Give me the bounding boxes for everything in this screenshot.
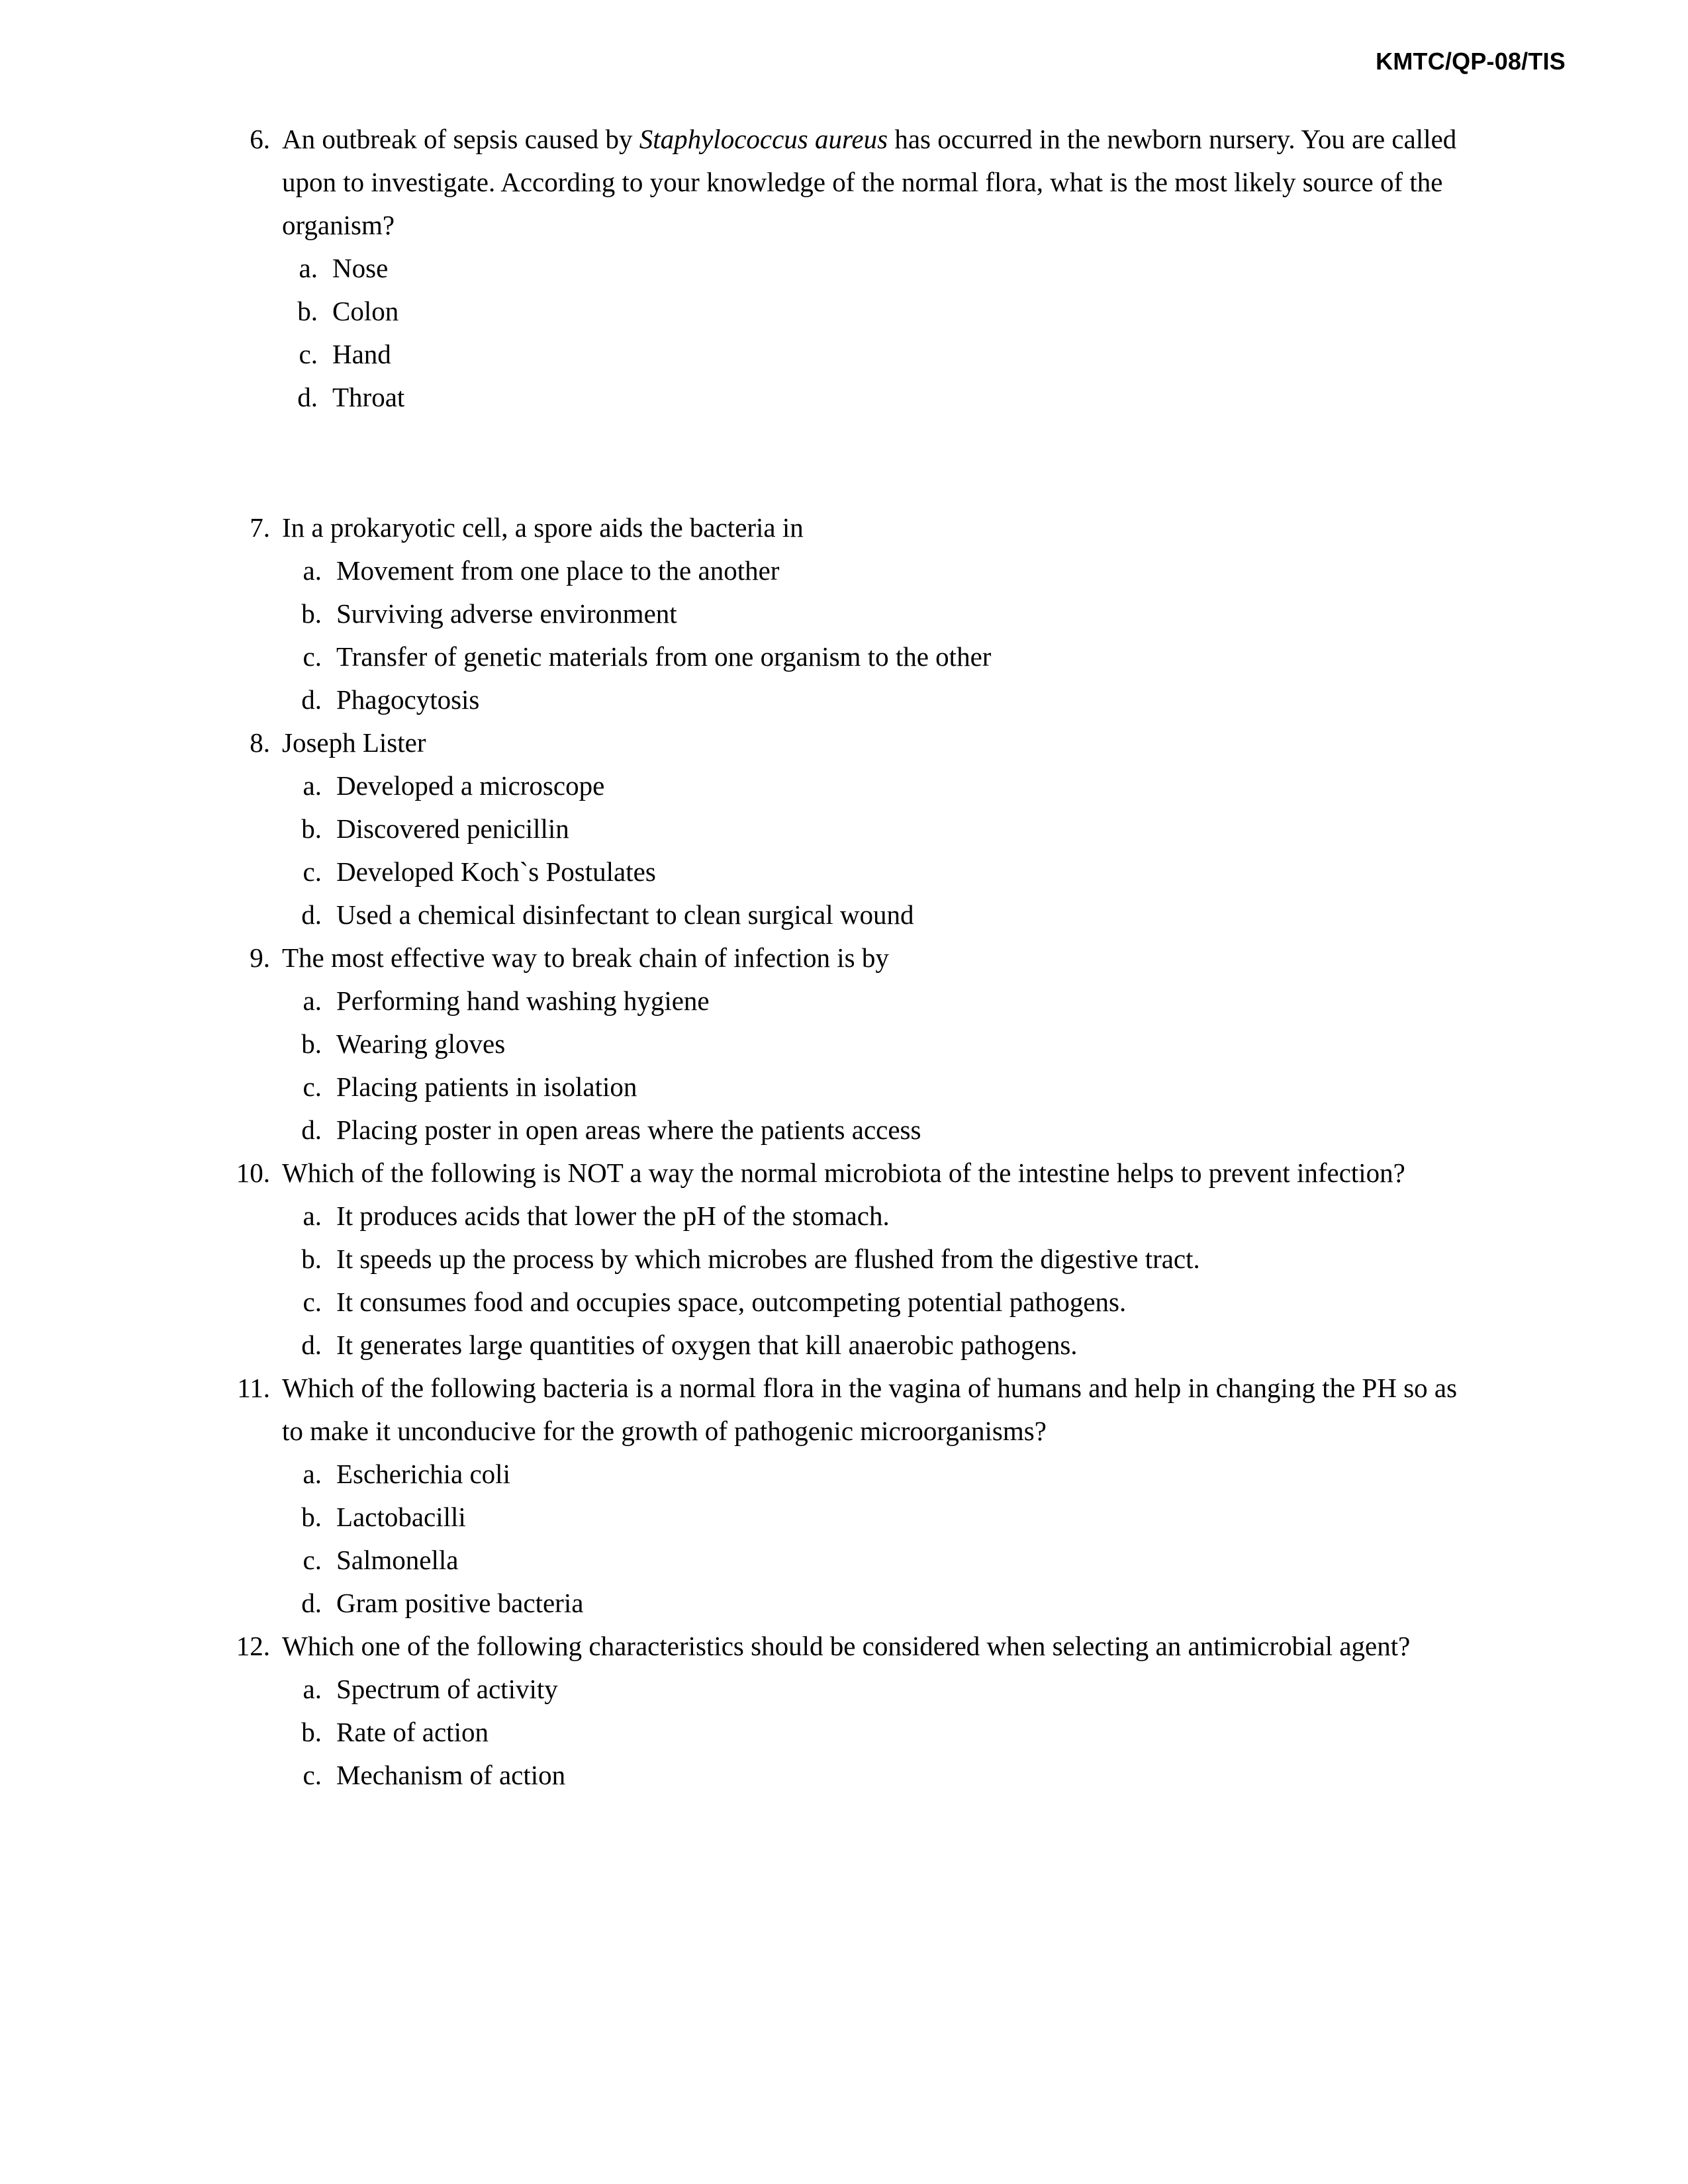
option-text: Gram positive bacteria — [336, 1588, 584, 1618]
option-text: It produces acids that lower the pH of the stomach. — [336, 1201, 890, 1231]
option-letter: b. — [301, 1028, 322, 1059]
option-list — [232, 1195, 1470, 1367]
option-item[interactable] — [232, 376, 1470, 419]
option-item[interactable] — [232, 678, 1470, 721]
option-item[interactable] — [232, 635, 1470, 678]
question-text: Which of the following is NOT a way the normal microbiota of the intestine helps to prevent infection? — [282, 1158, 1405, 1188]
option-text: Spectrum of activity — [336, 1674, 558, 1704]
option-text: Mechanism of action — [336, 1760, 566, 1790]
option-letter: a. — [303, 985, 322, 1016]
option-letter: c. — [303, 1071, 322, 1102]
option-text: Colon — [332, 296, 399, 326]
option-letter: d. — [301, 684, 322, 715]
option-letter: b. — [297, 296, 318, 326]
question-number: 12. — [236, 1631, 270, 1661]
option-text: Discovered penicillin — [336, 813, 569, 844]
option-item[interactable] — [232, 764, 1470, 807]
option-text: It speeds up the process by which microbes are flushed from the digestive tract. — [336, 1244, 1200, 1274]
option-letter: b. — [301, 813, 322, 844]
option-letter: b. — [301, 1717, 322, 1747]
option-item[interactable] — [232, 1195, 1470, 1238]
option-item[interactable] — [232, 1281, 1470, 1324]
option-item[interactable] — [232, 592, 1470, 635]
option-letter: a. — [303, 1459, 322, 1489]
question-text-italic: Staphylococcus aureus — [639, 124, 888, 154]
option-list — [232, 549, 1470, 721]
option-letter: a. — [303, 770, 322, 801]
option-item[interactable] — [232, 1324, 1470, 1367]
option-text: Developed a microscope — [336, 770, 605, 801]
option-text: Nose — [332, 253, 389, 283]
option-letter: a. — [299, 253, 318, 283]
option-text: Rate of action — [336, 1717, 489, 1747]
question-number: 10. — [236, 1158, 270, 1188]
option-item[interactable] — [232, 979, 1470, 1023]
option-text: Salmonella — [336, 1545, 459, 1575]
option-letter: c. — [303, 1287, 322, 1317]
option-text: It generates large quantities of oxygen that kill anaerobic pathogens. — [336, 1330, 1078, 1360]
option-text: Escherichia coli — [336, 1459, 510, 1489]
option-text: Wearing gloves — [336, 1028, 506, 1059]
option-letter: a. — [303, 1674, 322, 1704]
option-item[interactable] — [232, 549, 1470, 592]
option-item[interactable] — [232, 333, 1470, 376]
option-list — [232, 247, 1470, 419]
question-item — [232, 1367, 1470, 1453]
option-text: Movement from one place to the another — [336, 555, 780, 586]
option-text: Used a chemical disinfectant to clean surgical wound — [336, 899, 914, 930]
question-item — [232, 506, 1470, 549]
option-item[interactable] — [232, 290, 1470, 333]
option-letter: d. — [301, 899, 322, 930]
option-item[interactable] — [232, 807, 1470, 850]
question-text: Which of the following bacteria is a normal flora in the vagina of humans and help in changing the PH so as to make it unconducive for the growth of pathogenic microorganisms? — [282, 1373, 1458, 1446]
option-letter: d. — [301, 1588, 322, 1618]
question-item — [232, 1152, 1470, 1195]
option-item[interactable] — [232, 850, 1470, 893]
question-text: In a prokaryotic cell, a spore aids the bacteria in — [282, 512, 804, 543]
option-text: Throat — [332, 382, 405, 412]
option-letter: b. — [301, 598, 322, 629]
option-item[interactable] — [232, 1066, 1470, 1109]
question-item — [232, 118, 1470, 247]
option-item[interactable] — [232, 1711, 1470, 1754]
option-text: It consumes food and occupies space, outcompeting potential pathogens. — [336, 1287, 1127, 1317]
option-text: Hand — [332, 339, 391, 369]
question-number: 11. — [237, 1373, 270, 1403]
option-letter: d. — [301, 1330, 322, 1360]
option-letter: c. — [303, 1760, 322, 1790]
option-text: Transfer of genetic materials from one organism to the other — [336, 641, 992, 672]
option-letter: d. — [297, 382, 318, 412]
question-text: An outbreak of sepsis caused by Staphylococcus aureus has occurred in the newborn nursery. You are called upon to investigate. According to your knowledge of the normal flora, what is the most likely source of the organism? — [282, 124, 1457, 240]
option-item[interactable] — [232, 1496, 1470, 1539]
option-text: Placing patients in isolation — [336, 1071, 637, 1102]
section-spacer — [232, 419, 1470, 506]
option-list — [232, 979, 1470, 1152]
option-letter: b. — [301, 1244, 322, 1274]
option-item[interactable] — [232, 893, 1470, 936]
option-letter: a. — [303, 555, 322, 586]
option-text: Performing hand washing hygiene — [336, 985, 710, 1016]
document-header-code: KMTC/QP-08/TIS — [1376, 48, 1566, 75]
question-text: The most effective way to break chain of infection is by — [282, 942, 889, 973]
option-text: Developed Koch`s Postulates — [336, 856, 656, 887]
option-letter: c. — [303, 856, 322, 887]
option-text: Lactobacilli — [336, 1502, 466, 1532]
option-item[interactable] — [232, 1238, 1470, 1281]
option-text: Placing poster in open areas where the patients access — [336, 1115, 921, 1145]
option-item[interactable] — [232, 1582, 1470, 1625]
question-item — [232, 721, 1470, 764]
question-number: 8. — [250, 727, 270, 758]
option-item[interactable] — [232, 1754, 1470, 1797]
option-item[interactable] — [232, 247, 1470, 290]
option-list — [232, 1668, 1470, 1797]
option-letter: b. — [301, 1502, 322, 1532]
question-list — [232, 118, 1470, 1797]
option-letter: a. — [303, 1201, 322, 1231]
question-text: Which one of the following characteristics should be considered when selecting an antimicrobial agent? — [282, 1631, 1411, 1661]
option-item[interactable] — [232, 1453, 1470, 1496]
question-item — [232, 1625, 1470, 1668]
option-item[interactable] — [232, 1668, 1470, 1711]
question-text: Joseph Lister — [282, 727, 426, 758]
question-item — [232, 936, 1470, 979]
option-letter: d. — [301, 1115, 322, 1145]
option-item[interactable] — [232, 1109, 1470, 1152]
question-number: 9. — [250, 942, 270, 973]
option-list — [232, 764, 1470, 936]
option-text: Surviving adverse environment — [336, 598, 677, 629]
option-letter: c. — [303, 1545, 322, 1575]
option-text: Phagocytosis — [336, 684, 480, 715]
question-number: 7. — [250, 512, 270, 543]
option-list — [232, 1453, 1470, 1625]
option-item[interactable] — [232, 1539, 1470, 1582]
option-item[interactable] — [232, 1023, 1470, 1066]
option-letter: c. — [299, 339, 318, 369]
option-letter: c. — [303, 641, 322, 672]
question-number: 6. — [250, 124, 270, 154]
